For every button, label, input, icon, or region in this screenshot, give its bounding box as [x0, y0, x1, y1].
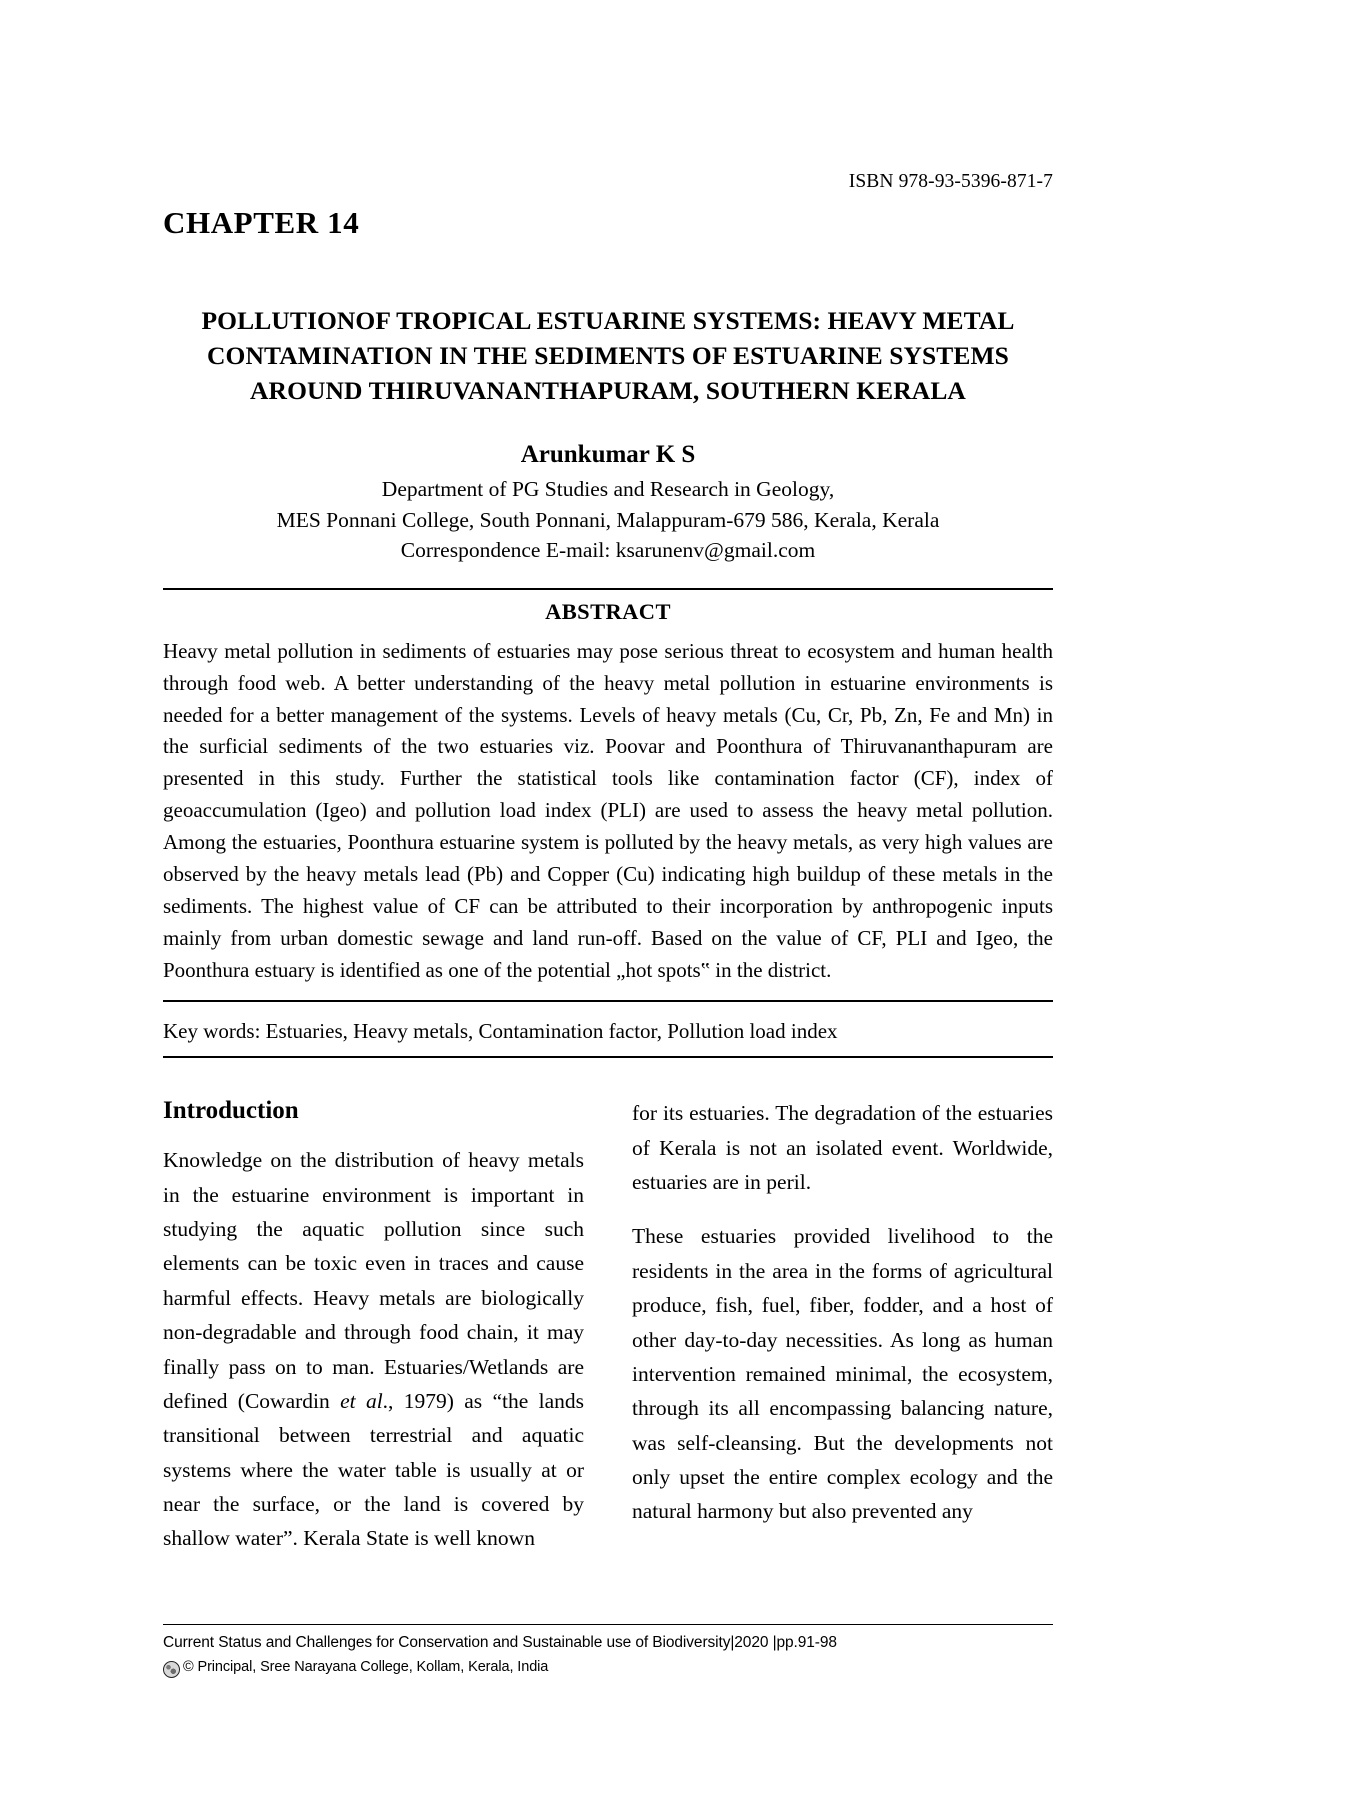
footer-citation: Current Status and Challenges for Conservation and Sustainable use of Biodiversity|2020 |pp.91-98	[163, 1634, 837, 1651]
isbn-text: ISBN 978-93-5396-871-7	[848, 171, 1053, 192]
affiliation-line-2: MES Ponnani College, South Ponnani, Malappuram-679 586, Kerala, Kerala	[276, 507, 940, 532]
abstract-mid-rule	[163, 1000, 1053, 1002]
footer-rule	[163, 1624, 1053, 1625]
correspondence-email: Correspondence E-mail: ksarunenv@gmail.com	[400, 538, 816, 563]
abstract-body: Heavy metal pollution in sediments of estuaries may pose serious threat to ecosystem and human health through food web. A better understanding of the heavy metal pollution in estuarine environments is needed for a better management of the systems. Levels of heavy metals (Cu, Cr, Pb, Zn, Fe and Mn) in the surficial sediments of the two estuaries viz. Poovar and Poonthura of Thiruvananthapuram are presented in this study. Further the statistical tools like contamination factor (CF), index of geoaccumulation (Igeo) and pollution load index (PLI) are used to assess the heavy metal pollution. Among the estuaries, Poonthura estuarine system is polluted by the heavy metals, as very high values are observed by the heavy metals lead (Pb) and Copper (Cu) indicating high buildup of these metals in the sediments. The highest value of CF can be attributed to their incorporation by anthropogenic inputs mainly from urban domestic sewage and land run-off. Based on the value of CF, PLI and Igeo, the Poonthura estuary is identified as one of the potential „hot spots‟ in the district.	[163, 638, 1053, 982]
body-columns	[163, 1096, 1053, 1556]
globe-icon	[163, 1661, 180, 1678]
author-name: Arunkumar K S	[520, 440, 696, 468]
paragraph: These estuaries provided livelihood to the residents in the area in the forms of agricultural produce, fish, fuel, fiber, fodder, and a host of other day-to-day necessities. As long as human intervention remained minimal, the ecosystem, through its all encompassing balancing nature, was self-cleansing. But the developments not only upset the entire complex ecology and the natural harmony but also prevented any	[632, 1224, 1053, 1524]
right-column	[632, 1096, 1053, 1556]
section-heading-introduction: Introduction	[163, 1097, 299, 1125]
left-column	[163, 1096, 584, 1556]
paragraph: for its estuaries. The degradation of the estuaries of Kerala is not an isolated event. Worldwide, estuaries are in peril.	[632, 1101, 1053, 1194]
affiliation-line-1: Department of PG Studies and Research in Geology,	[381, 477, 835, 502]
abstract-bottom-rule	[163, 1056, 1053, 1058]
footer-copyright	[163, 1657, 1053, 1679]
page-content	[163, 0, 1053, 1556]
abstract-heading: ABSTRACT	[545, 598, 671, 624]
keywords-line: Key words: Estuaries, Heavy metals, Contamination factor, Pollution load index	[163, 1018, 838, 1043]
page-title: POLLUTIONOF TROPICAL ESTUARINE SYSTEMS: HEAVY METAL CONTAMINATION IN THE SEDIMENTS OF ESTUARINE SYSTEMS AROUND THIRUVANANTHAPURAM, SOUTHERN KERALA	[201, 306, 1015, 406]
citation-et-al: et al	[340, 1388, 383, 1413]
page-footer	[163, 1624, 1053, 1679]
chapter-label: CHAPTER 14	[163, 205, 360, 241]
footer-copyright-text: © Principal, Sree Narayana College, Kollam, Kerala, India	[183, 1659, 549, 1676]
author-affiliation	[163, 474, 1053, 566]
paragraph: Knowledge on the distribution of heavy metals in the estuarine environment is important in studying the aquatic pollution since such elements can be toxic even in traces and cause harmful effects. Heavy metals are biologically non-degradable and through food chain, it may finally pass on to man. Estuaries/Wetlands are defined (Cowardin et al., 1979) as “the lands transitional between terrestrial and aquatic systems where the water table is usually at or near the surface, or the land is covered by shallow water”. Kerala State is well known	[163, 1148, 585, 1551]
abstract-top-rule	[163, 588, 1053, 590]
